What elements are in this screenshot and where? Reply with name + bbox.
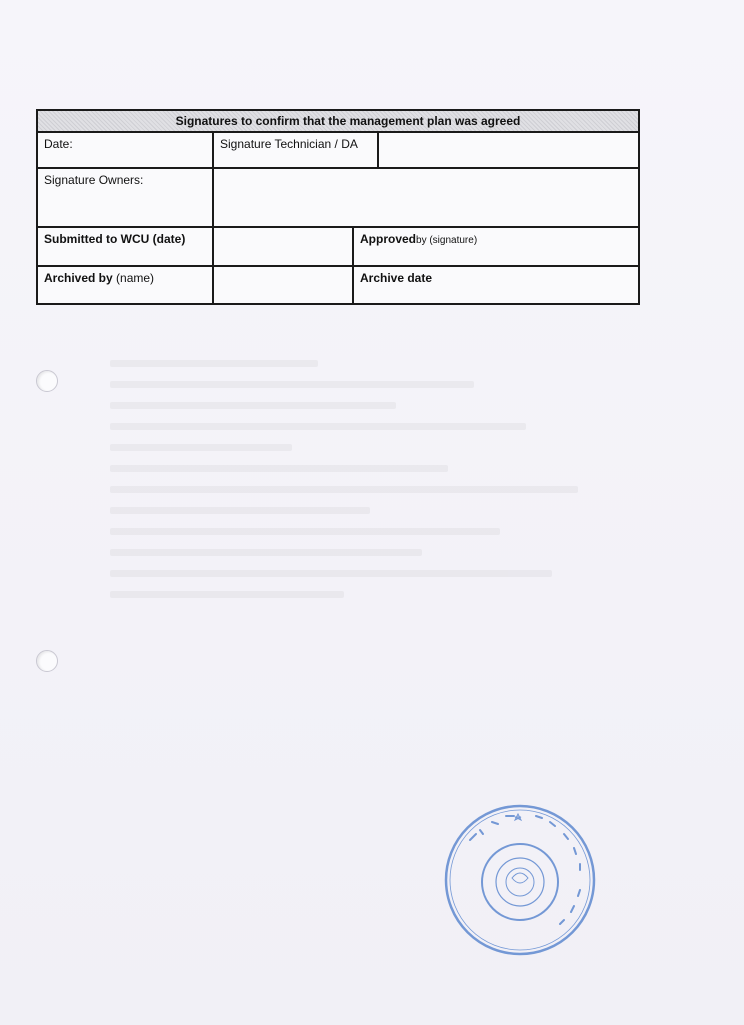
punch-hole [36, 650, 58, 672]
table-row-archived [38, 265, 638, 303]
table-row-owners [38, 167, 638, 226]
owners-signature-label: Signature Owners: [44, 173, 144, 187]
archive-date-label: Archive date [352, 267, 638, 303]
date-label: Date: [44, 137, 73, 151]
owners-signature-field[interactable] [212, 169, 638, 226]
table-header-row [38, 111, 638, 131]
approved-small: by (signature) [416, 235, 478, 246]
stamp-inner-ring [482, 844, 558, 920]
archived-bold: Archived by [44, 271, 113, 285]
table-row-submitted [38, 226, 638, 265]
archived-by-label [38, 267, 212, 303]
stamp-outer-ring [446, 806, 594, 954]
archived-by-field[interactable] [212, 267, 352, 303]
archived-rest: (name) [112, 271, 155, 285]
submitted-date-field[interactable] [212, 228, 352, 265]
table-header: Signatures to confirm that the management plan was agreed [175, 114, 521, 128]
approved-by-label [352, 228, 638, 265]
table-row-date [38, 131, 638, 167]
official-stamp [440, 800, 600, 960]
approved-bold: Approved [360, 232, 417, 246]
punch-hole [36, 370, 58, 392]
technician-signature-field[interactable] [377, 133, 638, 167]
signature-table [36, 109, 640, 305]
submitted-label: Submitted to WCU (date) [44, 232, 186, 246]
technician-signature-label: Signature Technician / DA [212, 133, 377, 167]
bleed-through-text [110, 360, 630, 740]
